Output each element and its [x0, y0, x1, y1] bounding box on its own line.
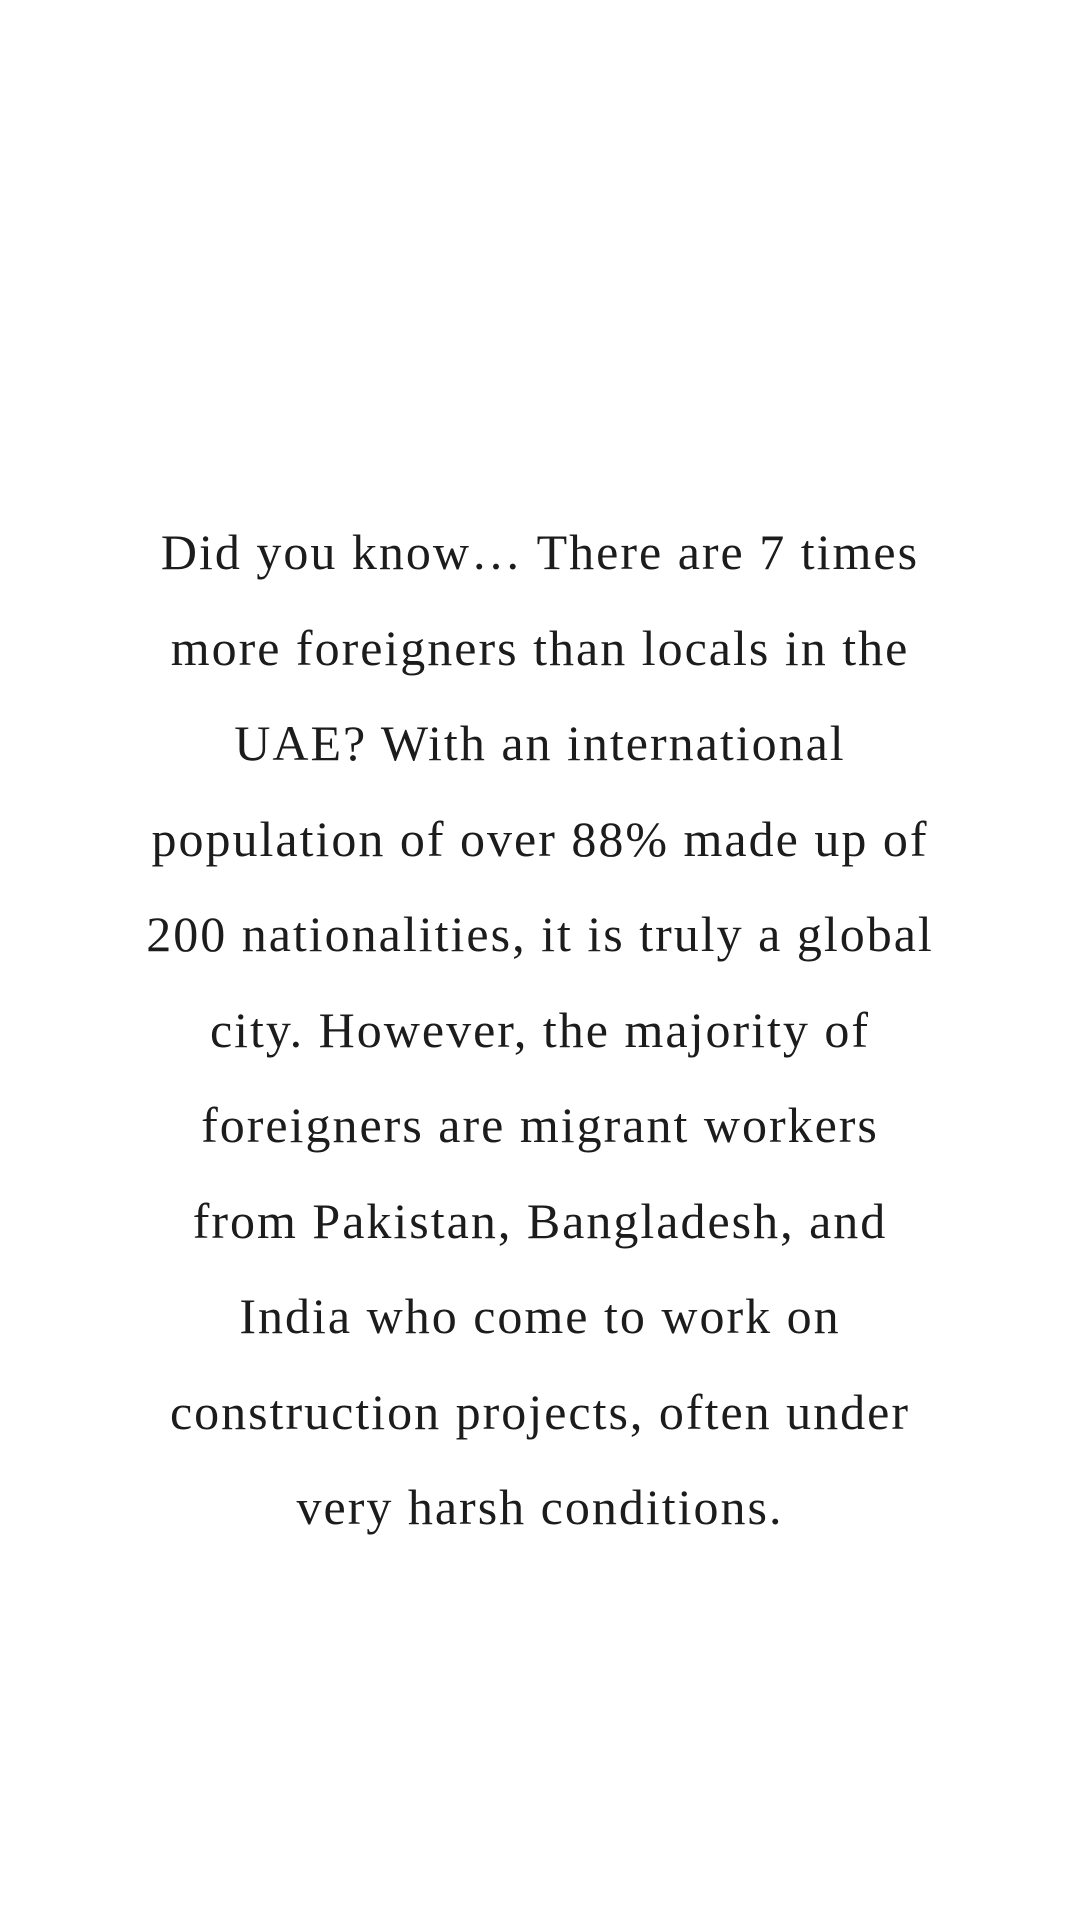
fact-line-3: UAE? With an international: [234, 715, 846, 771]
fact-line-7: foreigners are migrant workers: [201, 1097, 879, 1153]
fact-line-8: from Pakistan, Bangladesh, and: [192, 1192, 888, 1249]
fact-line-4: population of over 88% made up of: [151, 810, 929, 867]
fact-line-2: more foreigners than locals in the: [170, 619, 910, 676]
fact-line-1: Did you know… There are 7 times: [160, 524, 920, 580]
fact-line-11: very harsh conditions.: [296, 1479, 784, 1535]
fact-paragraph: [110, 505, 970, 1556]
fact-line-9: India who come to work on: [239, 1288, 841, 1344]
fact-line-10: construction projects, often under: [169, 1383, 911, 1440]
fact-line-5: 200 nationalities, it is truly a global: [146, 906, 934, 962]
fact-line-6: city. However, the majority of: [209, 1001, 871, 1058]
